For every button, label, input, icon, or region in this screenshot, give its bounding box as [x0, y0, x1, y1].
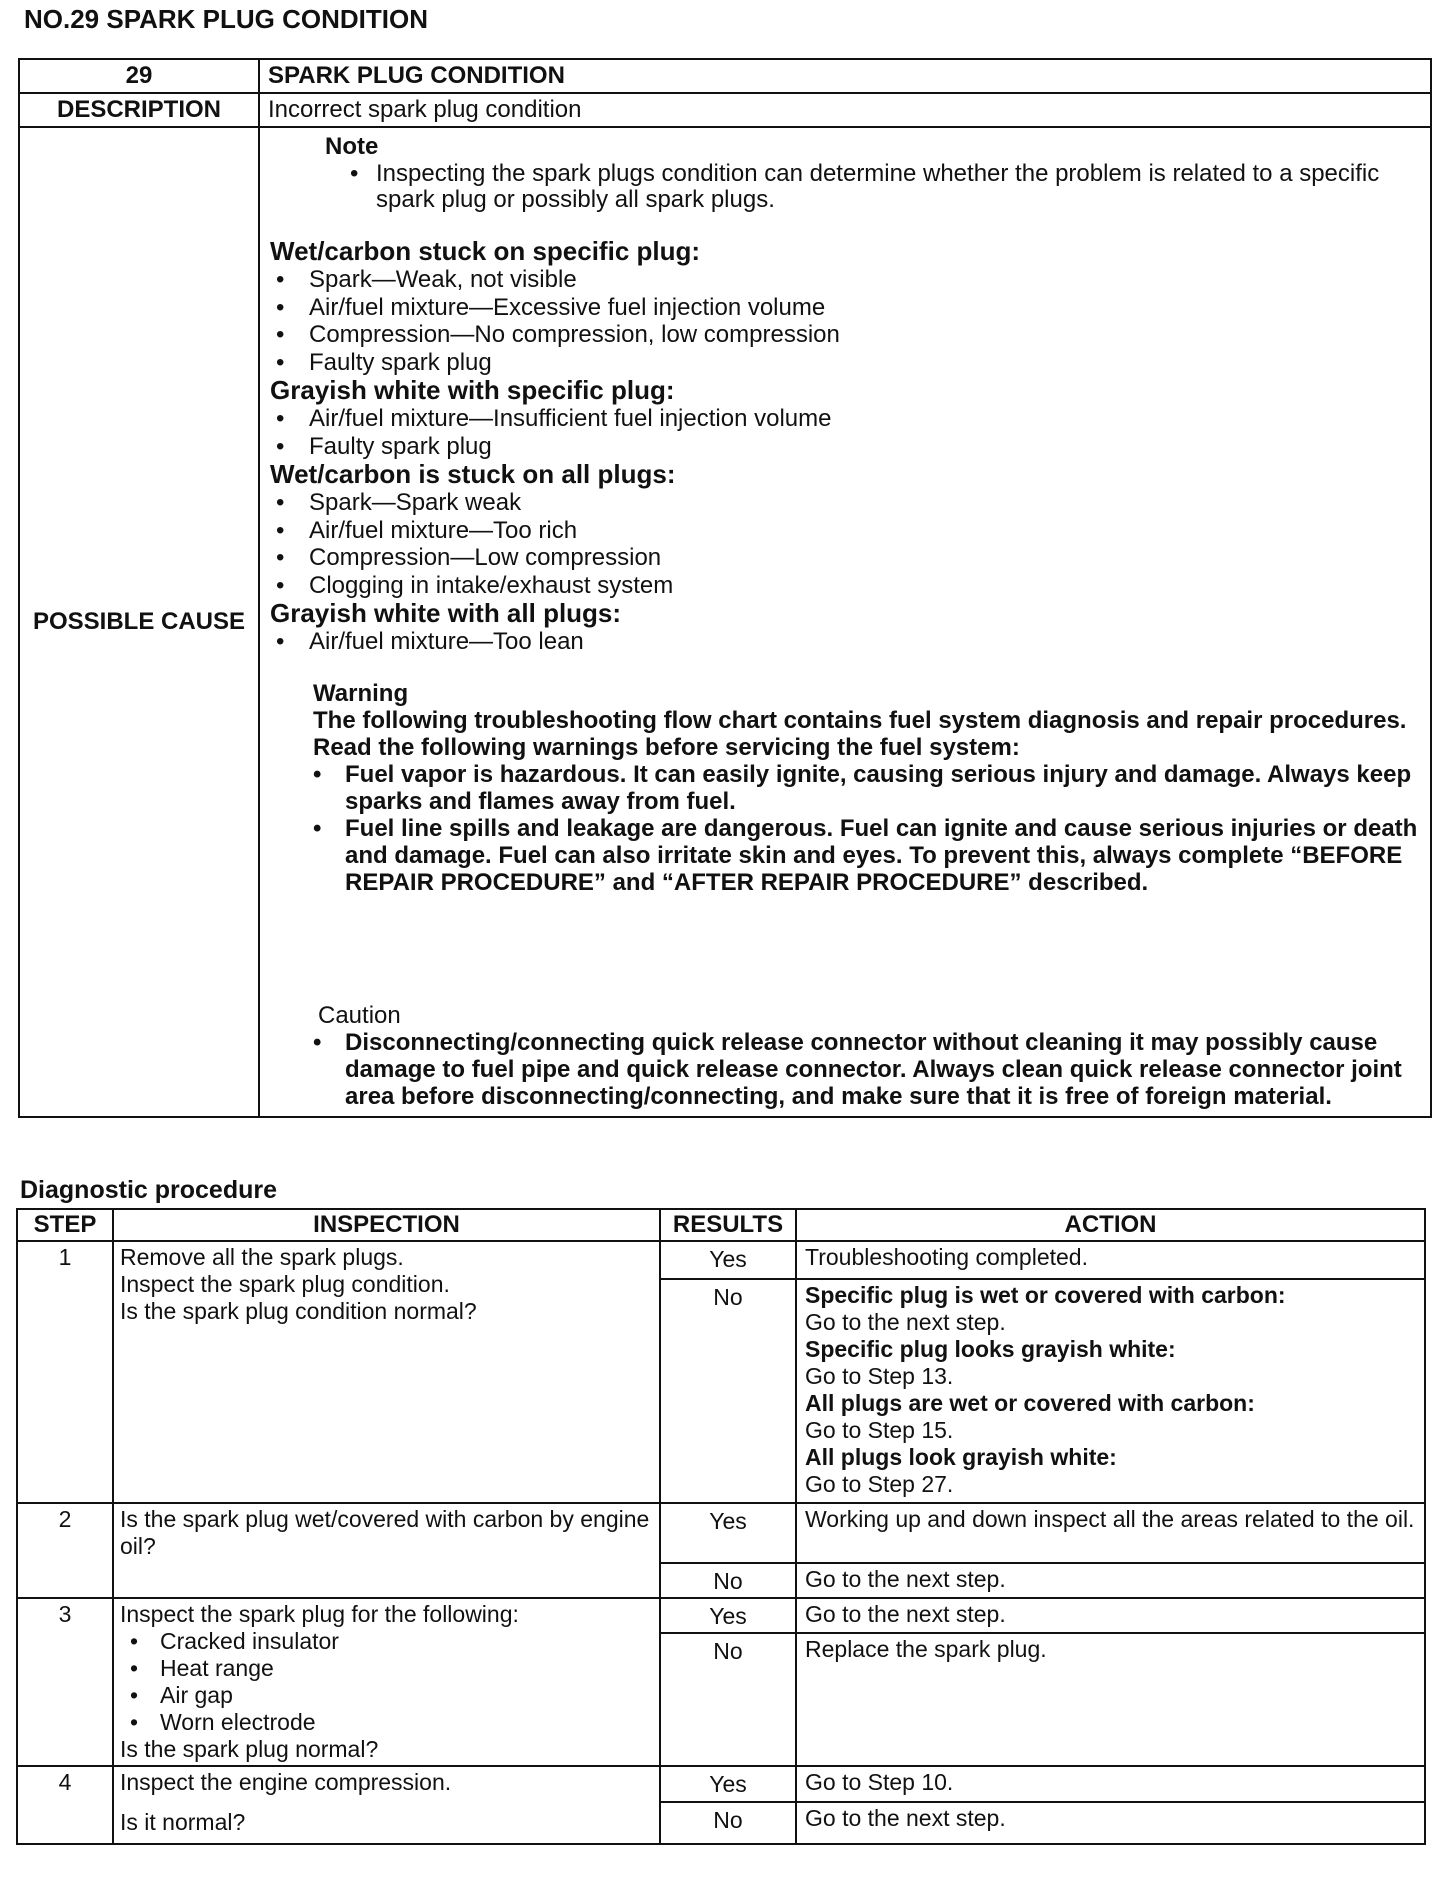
possible-cause-content [259, 127, 1431, 1117]
bullet-icon: • [350, 160, 359, 187]
trouble-code: 29 [19, 59, 259, 93]
possible-cause-label: POSSIBLE CAUSE [19, 127, 259, 1117]
bullet-icon: • [130, 1709, 139, 1735]
inspection-checklist [120, 1628, 653, 1736]
warning-block [313, 680, 1420, 896]
action-cell: Working up and down inspect all the areas related to the oil. [796, 1503, 1425, 1563]
result-cell: Yes [660, 1241, 796, 1279]
trouble-heading: SPARK PLUG CONDITION [259, 59, 1431, 93]
cause-group-title: Wet/carbon is stuck on all plugs: [270, 459, 676, 489]
step-number: 4 [17, 1766, 113, 1844]
table-row [17, 1241, 1425, 1279]
description-label: DESCRIPTION [19, 93, 259, 127]
result-cell: No [660, 1802, 796, 1844]
possible-cause-row [19, 127, 1431, 1117]
table-row [17, 1598, 1425, 1633]
result-cell: Yes [660, 1503, 796, 1563]
cause-item: • Air/fuel mixture—Too rich [276, 516, 578, 544]
cause-group [270, 237, 1420, 376]
cause-group-title: Grayish white with specific plug: [270, 375, 675, 405]
caution-title: Caution [318, 1001, 401, 1029]
bullet-icon: • [130, 1628, 139, 1654]
note-list [350, 161, 1420, 213]
cause-item: • Faulty spark plug [276, 432, 492, 460]
diagnostic-procedure-title: Diagnostic procedure [20, 1176, 277, 1204]
action-cell: Specific plug is wet or covered with carbon: Go to the next step. Specific plug looks grayish white: Go to Step 13. All plugs are wet or covered with carbon: Go to Step 15. All plugs look grayish white: Go to Step 27. [796, 1279, 1425, 1503]
note-title: Note [325, 133, 379, 160]
warning-item: • Fuel line spills and leakage are dangerous. Fuel can ignite and cause serious injuries or death and damage. Fuel can also irritate skin and eyes. To prevent this, always complete “BEFORE REPAIR PROCEDURE” and “AFTER REPAIR PROCEDURE” described. [313, 814, 1418, 896]
cause-group [270, 460, 1420, 599]
info-header-row [19, 59, 1431, 93]
description-text: Incorrect spark plug condition [259, 93, 1431, 127]
cause-item: • Compression—No compression, low compression [276, 321, 840, 348]
note-item: • Inspecting the spark plugs condition can determine whether the problem is related to a specific spark plug or possibly all spark plugs. [350, 160, 1380, 213]
caution-block [313, 1002, 1420, 1110]
bullet-icon: • [276, 266, 285, 293]
step-header: STEP [17, 1209, 113, 1241]
result-cell: No [660, 1279, 796, 1503]
action-cell: Go to the next step. [796, 1598, 1425, 1633]
result-cell: Yes [660, 1598, 796, 1633]
inspection-header: INSPECTION [113, 1209, 660, 1241]
description-row [19, 93, 1431, 127]
diagnostic-header-row [17, 1209, 1425, 1241]
warning-title: Warning [313, 679, 409, 707]
result-cell: No [660, 1563, 796, 1598]
warning-list [313, 761, 1420, 896]
cause-group-list [276, 405, 1420, 460]
cause-item: • Compression—Low compression [276, 544, 662, 571]
bullet-icon: • [276, 516, 285, 544]
list-item: • Air gap [130, 1682, 233, 1708]
bullet-icon: • [276, 348, 285, 376]
cause-group-list [276, 628, 1420, 656]
action-cell: Troubleshooting completed. [796, 1241, 1425, 1279]
bullet-icon: • [276, 405, 285, 432]
bullet-icon: • [276, 432, 285, 460]
diagnostic-table [16, 1208, 1426, 1845]
bullet-icon: • [130, 1682, 139, 1708]
caution-list [313, 1029, 1420, 1110]
cause-group-list [276, 266, 1420, 376]
bullet-icon: • [313, 1028, 322, 1056]
list-item: • Worn electrode [130, 1709, 316, 1735]
bullet-icon: • [276, 489, 285, 516]
action-cell: Replace the spark plug. [796, 1633, 1425, 1766]
table-row [17, 1766, 1425, 1802]
list-item: • Cracked insulator [130, 1628, 339, 1654]
cause-group-title: Wet/carbon stuck on specific plug: [270, 236, 701, 266]
list-item: • Heat range [130, 1655, 274, 1681]
info-table [18, 58, 1432, 1118]
result-cell: Yes [660, 1766, 796, 1802]
bullet-icon: • [313, 814, 322, 842]
warning-intro: The following troubleshooting flow chart contains fuel system diagnosis and repair procedures. Read the following warnings before servicing the fuel system: [313, 706, 1407, 761]
cause-item: • Air/fuel mixture—Too lean [276, 628, 584, 655]
cause-item: • Spark—Spark weak [276, 489, 522, 516]
inspection-cell: Inspect the engine compression. Is it normal? [113, 1766, 660, 1844]
bullet-icon: • [130, 1655, 139, 1681]
cause-group-title: Grayish white with all plugs: [270, 598, 622, 628]
step-number: 3 [17, 1598, 113, 1766]
bullet-icon: • [276, 571, 285, 599]
result-cell: No [660, 1633, 796, 1766]
inspection-cell: Inspect the spark plug for the following: • Cracked insulator • Heat range • Air gap • Worn electrode Is the spark plug normal? [113, 1598, 660, 1766]
warning-item: • Fuel vapor is hazardous. It can easily ignite, causing serious injury and damage. Always keep sparks and flames away from fuel. [313, 760, 1412, 815]
caution-item: • Disconnecting/connecting quick release connector without cleaning it may possibly cause damage to fuel pipe and quick release connector. Always clean quick release connector joint area before disconnecting/connecting, and make sure that it is free of foreign material. [313, 1028, 1402, 1110]
cause-item: • Air/fuel mixture—Insufficient fuel injection volume [276, 405, 832, 432]
bullet-icon: • [276, 293, 285, 321]
cause-group [270, 376, 1420, 460]
bullet-icon: • [276, 544, 285, 571]
table-row [17, 1503, 1425, 1563]
cause-item: • Air/fuel mixture—Excessive fuel injection volume [276, 293, 826, 321]
bullet-icon: • [276, 628, 285, 655]
action-cell: Go to the next step. [796, 1802, 1425, 1844]
step-number: 1 [17, 1241, 113, 1503]
action-header: ACTION [796, 1209, 1425, 1241]
cause-item: • Spark—Weak, not visible [276, 266, 577, 293]
bullet-icon: • [313, 760, 322, 788]
cause-group [270, 599, 1420, 656]
document-title: NO.29 SPARK PLUG CONDITION [24, 4, 429, 34]
results-header: RESULTS [660, 1209, 796, 1241]
step-number: 2 [17, 1503, 113, 1598]
inspection-cell: Remove all the spark plugs. Inspect the spark plug condition. Is the spark plug condition normal? [113, 1241, 660, 1503]
cause-item: • Clogging in intake/exhaust system [276, 571, 674, 599]
action-cell: Go to the next step. [796, 1563, 1425, 1598]
action-cell: Go to Step 10. [796, 1766, 1425, 1802]
cause-group-list [276, 489, 1420, 599]
inspection-cell: Is the spark plug wet/covered with carbon by engine oil? [113, 1503, 660, 1598]
cause-item: • Faulty spark plug [276, 348, 492, 376]
bullet-icon: • [276, 321, 285, 348]
